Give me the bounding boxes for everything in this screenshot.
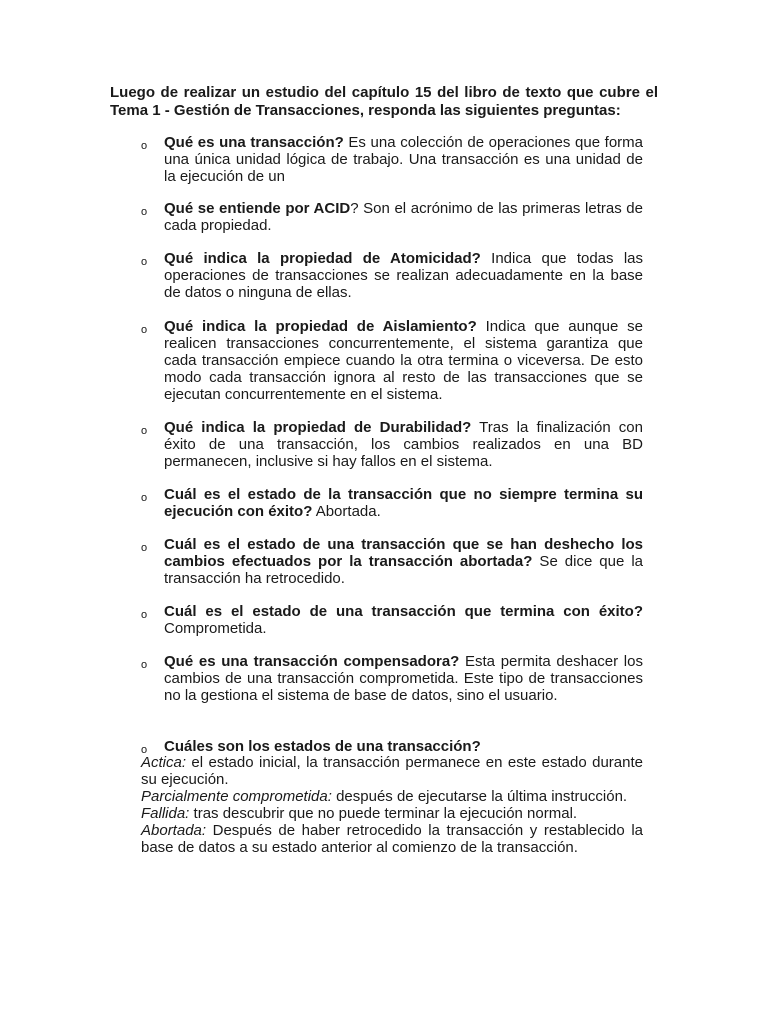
question-text: Cuál es el estado de una transacción que se han deshecho los cambios efectuados por la transacción abortada? bbox=[164, 536, 643, 570]
state-desc: después de ejecutarse la última instrucción. bbox=[331, 788, 628, 805]
state-item bbox=[141, 754, 643, 788]
question-text: Cuál es el estado de una transacción que termina con éxito? bbox=[164, 603, 643, 620]
bullet-marker: o bbox=[141, 256, 148, 268]
state-term: Fallida: bbox=[141, 805, 190, 822]
bullet-marker: o bbox=[141, 206, 148, 218]
question-item bbox=[164, 419, 643, 470]
answer-text: Esta permita deshacer los cambios de una transacción comprometida. Este tipo de transacciones no la gestiona el sistema de base de datos, sino el usuario. bbox=[164, 653, 643, 704]
bullet-marker: o bbox=[141, 744, 148, 756]
state-desc: el estado inicial, la transacción permanece en este estado durante su ejecución. bbox=[141, 754, 643, 788]
answer-text: Indica que todas las operaciones de transacciones se realizan adecuadamente en la base de datos o ninguna de ellas. bbox=[164, 250, 644, 301]
question-text: Cuáles son los estados de una transacción? bbox=[164, 738, 481, 755]
question-text: Qué es una transacción compensadora? bbox=[164, 653, 460, 670]
answer-text: Es una colección de operaciones que forma una única unidad lógica de trabajo. Una transacción es una unidad de la ejecución de un bbox=[164, 134, 644, 185]
bullet-marker: o bbox=[141, 492, 148, 504]
bullet-marker: o bbox=[141, 324, 148, 336]
question-item bbox=[164, 603, 643, 637]
question-item bbox=[164, 200, 643, 234]
state-item bbox=[141, 822, 643, 856]
state-item bbox=[141, 805, 643, 822]
answer-text: Indica que aunque se realicen transacciones concurrentemente, el sistema garantiza que cada transacción empiece cuando la otra termina o viceversa. De esto modo cada transacción ignora al resto de las transacciones que se ejecutan concurrentemente en el sistema. bbox=[164, 318, 643, 403]
state-term: Actica: bbox=[141, 754, 187, 771]
question-text: Qué indica la propiedad de Aislamiento? bbox=[164, 318, 477, 335]
bullet-marker: o bbox=[141, 140, 148, 152]
state-item bbox=[141, 788, 643, 805]
question-item bbox=[164, 486, 643, 520]
bullet-marker: o bbox=[141, 659, 148, 671]
state-term: Parcialmente comprometida: bbox=[141, 788, 332, 805]
intro-paragraph: Luego de realizar un estudio del capítulo 15 del libro de texto que cubre el Tema 1 - Gestión de Transacciones, responda las siguientes preguntas: bbox=[110, 84, 658, 119]
answer-text: Abortada. bbox=[312, 503, 381, 520]
question-text: Cuál es el estado de la transacción que no siempre termina su ejecución con éxito? bbox=[164, 486, 643, 520]
state-desc: Después de haber retrocedido la transacción y restablecido la base de datos a su estado anterior al comienzo de la transacción. bbox=[141, 822, 643, 856]
question-item bbox=[164, 250, 643, 301]
question-text: Qué indica la propiedad de Atomicidad? bbox=[164, 250, 481, 267]
question-item bbox=[164, 738, 643, 755]
answer-text: Comprometida. bbox=[164, 620, 267, 637]
question-item bbox=[164, 653, 643, 704]
state-desc: tras descubrir que no puede terminar la ejecución normal. bbox=[189, 805, 578, 822]
answer-text: Se dice que la transacción ha retrocedido. bbox=[164, 553, 643, 587]
question-text: Qué indica la propiedad de Durabilidad? bbox=[164, 419, 472, 436]
answer-text: Tras la finalización con éxito de una transacción, los cambios realizados en una BD permanecen, inclusive si hay fallos en el sistema. bbox=[164, 419, 643, 470]
question-item bbox=[164, 536, 643, 587]
transaction-states bbox=[141, 754, 643, 856]
bullet-marker: o bbox=[141, 425, 148, 437]
question-item bbox=[164, 318, 643, 403]
answer-text: ? Son el acrónimo de las primeras letras de cada propiedad. bbox=[164, 200, 643, 234]
bullet-marker: o bbox=[141, 609, 148, 621]
question-item bbox=[164, 134, 643, 185]
bullet-marker: o bbox=[141, 542, 148, 554]
state-term: Abortada: bbox=[141, 822, 207, 839]
question-text: Qué es una transacción? bbox=[164, 134, 344, 151]
question-text: Qué se entiende por ACID bbox=[164, 200, 351, 217]
